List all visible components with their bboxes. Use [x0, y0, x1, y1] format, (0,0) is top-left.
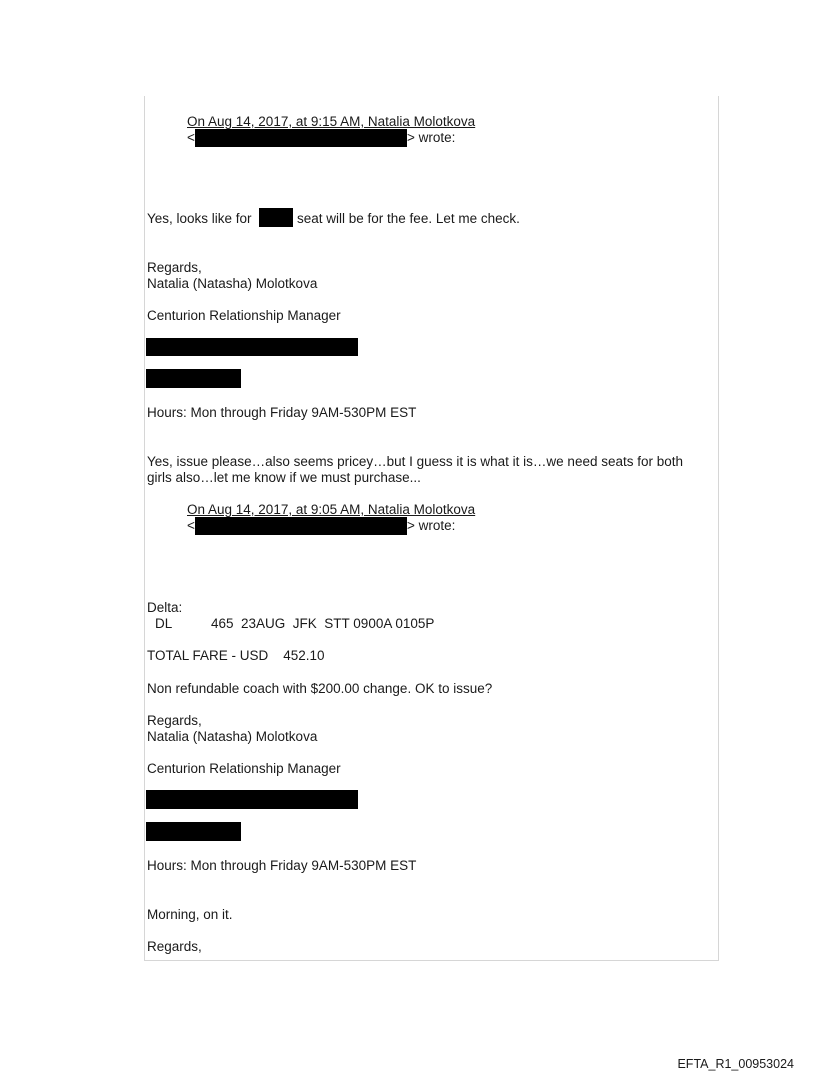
- reply1-text-post: seat will be for the fee. Let me check.: [297, 211, 520, 226]
- quote-email-open-1: <: [187, 130, 195, 145]
- delta-label: Delta:: [147, 600, 183, 615]
- redaction-email-2: [195, 517, 407, 535]
- final-message: Morning, on it.: [147, 907, 233, 922]
- fare-conditions: Non refundable coach with $200.00 change. OK to issue?: [147, 681, 493, 696]
- redaction-contact-1b: [146, 369, 241, 388]
- redaction-contact-1a: [146, 338, 358, 356]
- quote-header-2: On Aug 14, 2017, at 9:05 AM, Natalia Molotkova: [187, 502, 476, 517]
- quote-email-open-2: <: [187, 518, 195, 533]
- redaction-name: [259, 208, 293, 227]
- delta-airline-code: DL: [155, 616, 173, 631]
- total-fare: TOTAL FARE - USD 452.10: [147, 648, 325, 663]
- reply1-signature-name: Natalia (Natasha) Molotkova: [147, 276, 318, 291]
- final-regards: Regards,: [147, 939, 202, 954]
- delta-flight-details: 465 23AUG JFK STT 0900A 0105P: [211, 616, 435, 631]
- redaction-email-1: [195, 129, 407, 147]
- reply2-regards: Regards,: [147, 713, 202, 728]
- message2-line2: girls also…let me know if we must purchase...: [147, 470, 421, 485]
- document-id: EFTA_R1_00953024: [677, 1057, 794, 1071]
- redaction-contact-2a: [146, 790, 358, 809]
- reply2-signature-name: Natalia (Natasha) Molotkova: [147, 729, 318, 744]
- reply1-hours: Hours: Mon through Friday 9AM-530PM EST: [147, 405, 417, 420]
- reply1-regards: Regards,: [147, 260, 202, 275]
- quote-email-close-2: > wrote:: [407, 518, 456, 533]
- redaction-contact-2b: [146, 822, 241, 841]
- reply2-signature-title: Centurion Relationship Manager: [147, 761, 341, 776]
- message2-line1: Yes, issue please…also seems pricey…but I guess it is what it is…we need seats for both: [147, 454, 684, 469]
- reply1-text-pre: Yes, looks like for: [147, 211, 252, 226]
- reply2-hours: Hours: Mon through Friday 9AM-530PM EST: [147, 858, 417, 873]
- reply1-signature-title: Centurion Relationship Manager: [147, 308, 341, 323]
- quote-email-close-1: > wrote:: [407, 130, 456, 145]
- quote-header-1: On Aug 14, 2017, at 9:15 AM, Natalia Molotkova: [187, 114, 476, 129]
